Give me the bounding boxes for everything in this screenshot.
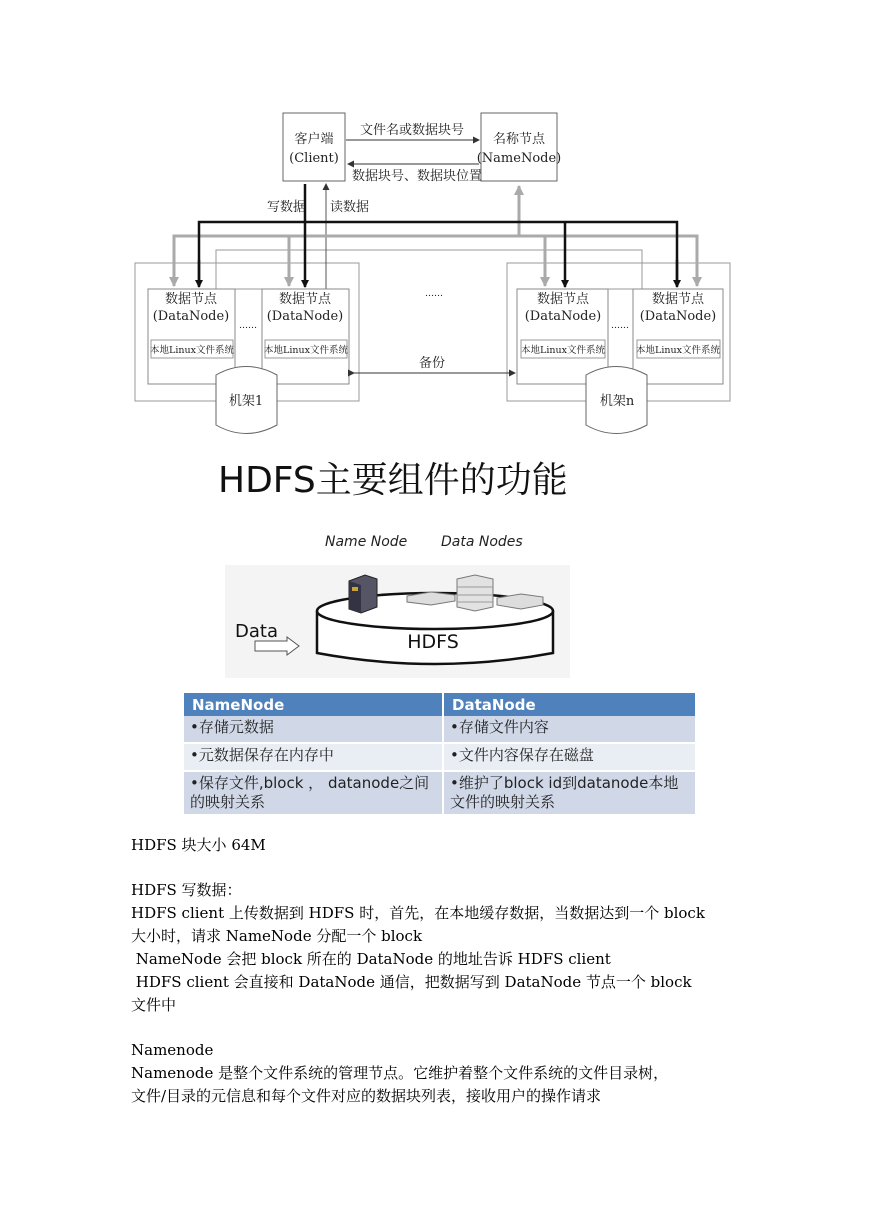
svg-text:数据节点: 数据节点 bbox=[651, 292, 705, 307]
write-paragraph-line: 大小时，请求 NameNode 分配一个 block bbox=[131, 927, 423, 945]
svg-text:本地Linux文件系统: 本地Linux文件系统 bbox=[636, 345, 720, 356]
write-paragraph-line: HDFS client 会直接和 DataNode 通信，把数据写到 DataNode 节点一个 block bbox=[131, 973, 692, 991]
datanode-4 bbox=[633, 289, 723, 384]
datanode-1 bbox=[148, 289, 235, 384]
client-sub: (Client) bbox=[289, 151, 339, 166]
namenode-paragraph-line: Namenode 是整个文件系统的管理节点。它维护着整个文件系统的文件目录树， bbox=[131, 1064, 669, 1082]
component-table bbox=[184, 693, 695, 814]
write-section-title: HDFS 写数据： bbox=[131, 881, 242, 899]
table-row bbox=[184, 743, 695, 771]
table-cell: •存储元数据 bbox=[184, 716, 443, 743]
namenode-box bbox=[481, 113, 557, 181]
write-paragraph-line: NameNode 会把 block 所在的 DataNode 的地址告诉 HDFS client bbox=[131, 950, 611, 968]
hdfs-architecture-diagram bbox=[0, 0, 869, 445]
table-header-datanode: DataNode bbox=[443, 693, 695, 716]
namenode-section-title: Namenode bbox=[131, 1041, 214, 1059]
svg-text:本地Linux文件系统: 本地Linux文件系统 bbox=[150, 345, 234, 356]
write-paragraph-line: 文件中 bbox=[131, 996, 177, 1014]
ellipsis-rack1: ...... bbox=[238, 320, 258, 331]
svg-text:数据节点: 数据节点 bbox=[164, 292, 218, 307]
backup-label: 备份 bbox=[418, 356, 446, 371]
name-node-caption: Name Node bbox=[325, 534, 408, 550]
svg-text:(DataNode): (DataNode) bbox=[266, 309, 344, 324]
svg-text:本地Linux文件系统: 本地Linux文件系统 bbox=[264, 345, 348, 356]
table-cell: •保存文件,block ， datanode之间的映射关系 bbox=[184, 771, 443, 814]
name-node-server-icon bbox=[349, 575, 377, 613]
svg-text:数据节点: 数据节点 bbox=[536, 292, 590, 307]
table-header-namenode: NameNode bbox=[184, 693, 443, 716]
table-cell: •维护了block id到datanode本地文件的映射关系 bbox=[443, 771, 695, 814]
response-arrow-label: 数据块号、数据块位置 bbox=[351, 169, 483, 184]
datanode-3 bbox=[517, 289, 608, 384]
client-box bbox=[283, 113, 345, 181]
namenode-sub: (NameNode) bbox=[476, 151, 562, 166]
table-row bbox=[184, 716, 695, 743]
rack-1-cylinder bbox=[216, 367, 277, 434]
read-label: 读数据 bbox=[330, 200, 370, 215]
namenode-paragraph-line: 文件/目录的元信息和每个文件对应的数据块列表，接收用户的操作请求 bbox=[131, 1087, 602, 1105]
svg-text:本地Linux文件系统: 本地Linux文件系统 bbox=[521, 345, 605, 356]
block-size-line: HDFS 块大小 64M bbox=[131, 836, 266, 854]
data-label: Data bbox=[235, 621, 278, 642]
write-label: 写数据 bbox=[267, 200, 307, 215]
data-nodes-caption: Data Nodes bbox=[441, 534, 523, 550]
request-arrow-label: 文件名或数据块号 bbox=[359, 123, 465, 138]
hdfs-disk-label: HDFS bbox=[407, 631, 459, 653]
ellipsis-racks: ...... bbox=[424, 288, 444, 299]
svg-text:机架1: 机架1 bbox=[228, 394, 264, 409]
svg-text:机架n: 机架n bbox=[599, 394, 635, 409]
svg-text:(DataNode): (DataNode) bbox=[524, 309, 602, 324]
client-label: 客户端 bbox=[294, 132, 334, 147]
svg-text:(DataNode): (DataNode) bbox=[152, 309, 230, 324]
section-heading: HDFS主要组件的功能 bbox=[218, 460, 568, 501]
svg-text:(DataNode): (DataNode) bbox=[639, 309, 717, 324]
datanode-2 bbox=[262, 289, 349, 384]
table-cell: •文件内容保存在磁盘 bbox=[443, 743, 695, 771]
table-row bbox=[184, 771, 695, 814]
rack-n-cylinder bbox=[586, 367, 647, 434]
table-cell: •存储文件内容 bbox=[443, 716, 695, 743]
namenode-label: 名称节点 bbox=[492, 132, 546, 147]
svg-text:数据节点: 数据节点 bbox=[278, 292, 332, 307]
ellipsis-rackn: ...... bbox=[610, 320, 630, 331]
write-paragraph-line: HDFS client 上传数据到 HDFS 时，首先，在本地缓存数据，当数据达到一个 block bbox=[131, 904, 705, 922]
table-cell: •元数据保存在内存中 bbox=[184, 743, 443, 771]
hdfs-illustration bbox=[225, 525, 580, 678]
